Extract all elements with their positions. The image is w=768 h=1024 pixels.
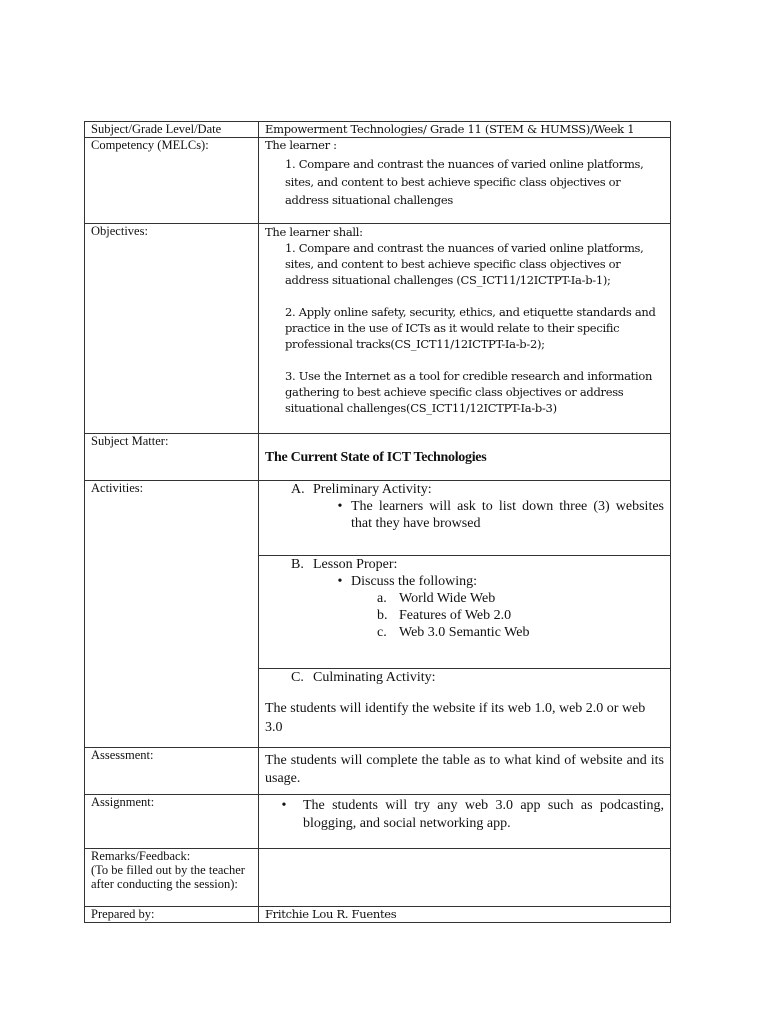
subitem-key: c.	[377, 625, 387, 640]
lesson-subitem	[265, 624, 664, 641]
subject-row	[85, 122, 671, 138]
activity-a-bullet	[265, 498, 664, 532]
competency-row	[85, 138, 671, 224]
activity-b-bullet	[265, 573, 664, 590]
activity-b-bullet-text: Discuss the following:	[351, 574, 477, 589]
bullet-icon: •	[281, 798, 287, 813]
subject-matter-title: The Current State of ICT Technologies	[265, 449, 487, 465]
bullet-icon: •	[337, 574, 343, 589]
activity-a-heading	[265, 481, 664, 498]
assessment-label: Assessment:	[85, 748, 259, 795]
remarks-value	[259, 849, 671, 907]
activity-a-title: Preliminary Activity:	[313, 482, 432, 497]
subject-value: Empowerment Technologies/ Grade 11 (STEM & HUMSS)/Week 1	[259, 122, 671, 138]
activity-a-bullet-text: The learners will ask to list down three (3) websites that they have browsed	[351, 499, 664, 531]
assignment-row	[85, 795, 671, 849]
subject-matter-cell	[259, 434, 671, 481]
subitem-text: Features of Web 2.0	[399, 608, 512, 623]
activity-a-cell	[259, 481, 671, 556]
subject-label: Subject/Grade Level/Date	[85, 122, 259, 138]
bullet-icon: •	[337, 499, 343, 514]
objective-item: 1. Compare and contrast the nuances of varied online platforms, sites, and content to best achieve specific class objectives or address situational challenges (CS_ICT11/12ICTPT-Ia-b-1);	[285, 241, 644, 287]
remarks-note: (To be filled out by the teacher after conducting the session):	[91, 863, 245, 891]
subitem-text: Web 3.0 Semantic Web	[399, 625, 530, 640]
subitem-text: World Wide Web	[399, 591, 496, 606]
remarks-cell	[85, 849, 259, 907]
prepared-label: Prepared by:	[85, 907, 259, 923]
remarks-label: Remarks/Feedback:	[91, 849, 191, 863]
assessment-text: The students will complete the table as to what kind of website and its usage.	[265, 753, 664, 786]
subject-matter-row	[85, 434, 671, 481]
activities-label: Activities:	[85, 481, 259, 748]
activity-c-heading	[265, 669, 664, 686]
activity-b-heading	[265, 556, 664, 573]
subitem-key: a.	[377, 591, 387, 606]
prepared-row	[85, 907, 671, 923]
activity-c-title: Culminating Activity:	[313, 670, 436, 685]
assignment-cell	[259, 795, 671, 849]
competency-intro: The learner :	[265, 138, 337, 152]
lesson-subitem	[265, 607, 664, 624]
objectives-row	[85, 224, 671, 434]
activity-c-letter: C.	[291, 670, 304, 685]
activity-b-letter: B.	[291, 557, 304, 572]
assignment-bullet-text: The students will try any web 3.0 app such as podcasting, blogging, and social networking app.	[303, 798, 664, 831]
objectives-label: Objectives:	[85, 224, 259, 434]
lesson-plan-table	[84, 121, 671, 923]
activities-a-row	[85, 481, 671, 556]
remarks-row	[85, 849, 671, 907]
activity-c-cell	[259, 669, 671, 748]
objectives-cell	[259, 224, 671, 434]
subitem-key: b.	[377, 608, 388, 623]
competency-item: 1. Compare and contrast the nuances of varied online platforms, sites, and content to best achieve specific class objectives or address situational challenges	[285, 157, 644, 207]
activity-c-text: The students will identify the website if its web 1.0, web 2.0 or web 3.0	[265, 701, 646, 735]
activity-b-title: Lesson Proper:	[313, 557, 398, 572]
assignment-label: Assignment:	[85, 795, 259, 849]
objective-item: 2. Apply online safety, security, ethics, and etiquette standards and practice in the use of ICTs as it would relate to their specific professional tracks(CS_ICT11/12ICTPT-Ia-b-2);	[285, 305, 656, 351]
assessment-row	[85, 748, 671, 795]
activity-b-cell	[259, 556, 671, 669]
assessment-cell	[259, 748, 671, 795]
prepared-value: Fritchie Lou R. Fuentes	[259, 907, 671, 923]
activity-a-letter: A.	[291, 482, 305, 497]
objectives-intro: The learner shall:	[265, 225, 363, 239]
subject-matter-label: Subject Matter:	[85, 434, 259, 481]
competency-label: Competency (MELCs):	[85, 138, 259, 224]
competency-cell	[259, 138, 671, 224]
objective-item: 3. Use the Internet as a tool for credible research and information gathering to best achieve specific class objectives or address situational challenges(CS_ICT11/12ICTPT-Ia-b-3)	[285, 369, 653, 415]
lesson-subitem	[265, 590, 664, 607]
assignment-bullet	[265, 795, 664, 833]
